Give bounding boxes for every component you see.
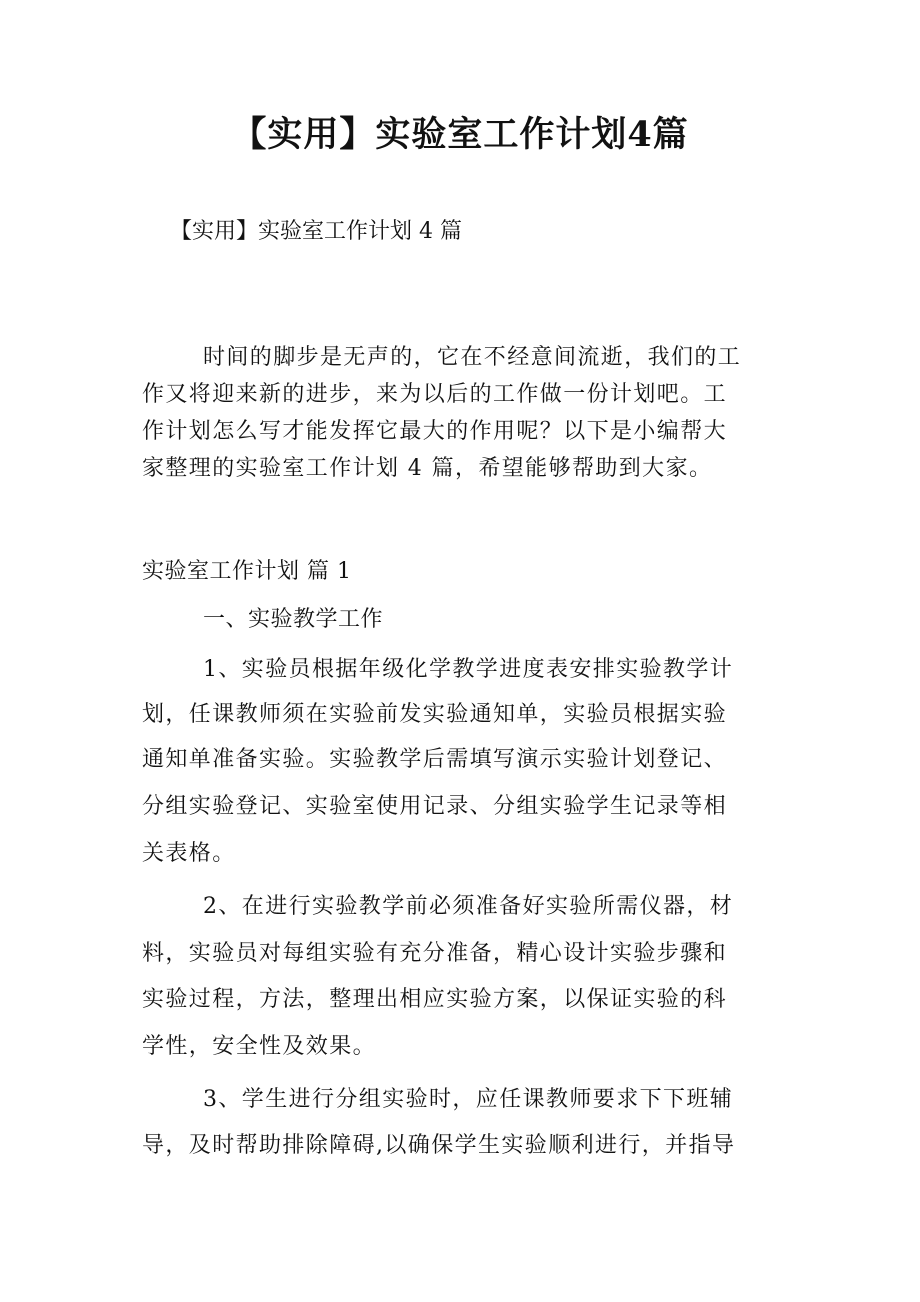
item-line: 3、学生进行分组实验时，应任课教师要求下下班辅: [203, 1087, 734, 1112]
item-line: 分组实验登记、实验室使用记录、分组实验学生记录等相: [142, 794, 728, 819]
item-line: 2、在进行实验教学前必须准备好实验所需仪器，材: [203, 894, 734, 919]
intro-line: 作计划怎么写才能发挥它最大的作用呢？以下是小编帮大: [142, 419, 728, 444]
item-line: 学性，安全性及效果。: [142, 1034, 377, 1059]
item-line: 1、实验员根据年级化学教学进度表安排实验教学计: [203, 657, 734, 682]
item-line: 划，任课教师须在实验前发实验通知单，实验员根据实验: [142, 702, 728, 727]
document-subtitle: 【实用】实验室工作计划 4 篇: [170, 219, 462, 244]
intro-line: 作又将迎来新的进步，来为以后的工作做一份计划吧。工: [142, 382, 728, 407]
section-heading: 实验室工作计划 篇 1: [142, 559, 352, 584]
intro-line: 家整理的实验室工作计划 4 篇，希望能够帮助到大家。: [142, 456, 713, 481]
item-line: 导，及时帮助排除障碍,以确保学生实验顺利进行，并指导: [142, 1133, 736, 1158]
item-line: 料，实验员对每组实验有充分准备，精心设计实验步骤和: [142, 941, 728, 966]
item-line: 关表格。: [142, 841, 236, 866]
intro-line: 时间的脚步是无声的，它在不经意间流逝，我们的工: [203, 345, 742, 370]
document-title: 【实用】实验室工作计划4篇: [231, 114, 689, 155]
item-line: 实验过程，方法，整理出相应实验方案，以保证实验的科: [142, 987, 728, 1012]
item-line: 通知单准备实验。实验教学后需填写演示实验计划登记、: [142, 747, 728, 772]
sub-heading: 一、实验教学工作: [203, 607, 384, 632]
